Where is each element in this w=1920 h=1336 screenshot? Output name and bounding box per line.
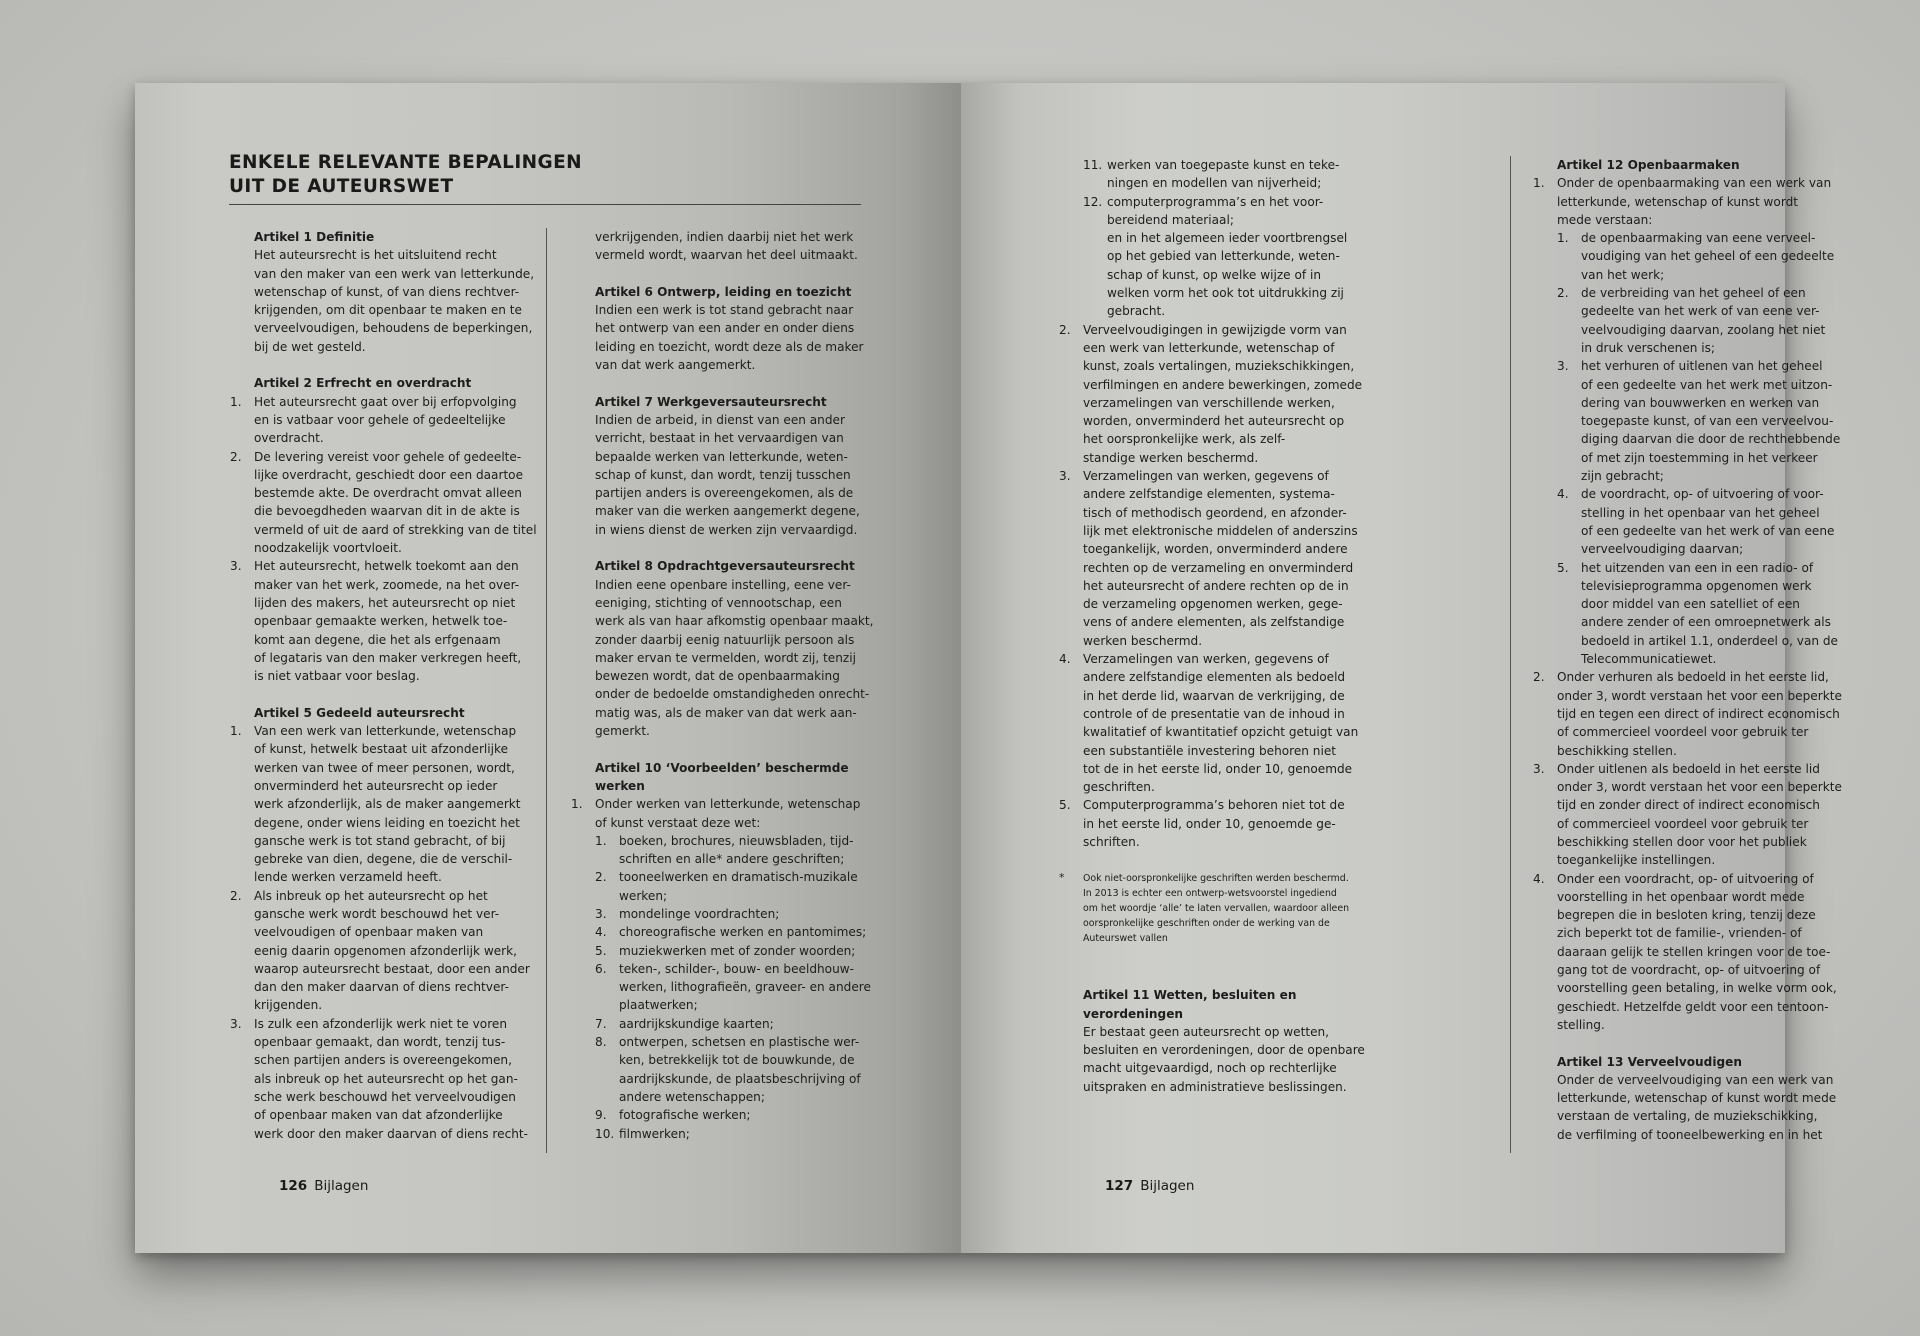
sub-list-item <box>595 942 895 960</box>
item-number: 3. <box>230 559 242 574</box>
sub-item-number: 7. <box>595 1016 607 1031</box>
sub-item-text: werken van toegepaste kunst en teke- ningen en modellen van nijverheid; <box>1107 158 1340 191</box>
article-body: verkrijgenden, indien daarbij niet het werk vermeld wordt, waarvan het deel uitmaakt. <box>595 230 858 263</box>
sub-item-number: 3. <box>595 906 607 921</box>
list-item <box>1533 668 1857 759</box>
sub-item-text: tooneelwerken en dramatisch-muzikale werken; <box>619 870 858 903</box>
item-text: Onder uitlenen als bedoeld in het eerste lid onder 3, wordt verstaan het voor een beperkte tijd en zonder direct of indirect economisch of commercieel voordeel voor gebruik ter beschikking stellen door voor het publiek toegankelijke instellingen. <box>1557 761 1842 868</box>
sub-item-text: de verbreiding van het geheel of een gedeelte van het werk of van eene ver- veelvoudiging daarvan, zoolang het niet in druk verschenen is; <box>1581 286 1826 355</box>
left-column-1 <box>230 228 554 1143</box>
article-body: Indien een werk is tot stand gebracht naar het ontwerp van een ander en onder diens leiding en toezicht, wordt deze als de maker van dat werk aangemerkt. <box>595 303 864 373</box>
item-text: Als inbreuk op het auteursrecht op het gansche werk wordt beschouwd het ver- veelvoudigen of openbaar maken van eenig daarin opgenomen afzonderlijk werk, waarop auteursrecht bestaat, door een ander dan den maker daarvan of diens rechtver- krijgenden. <box>254 888 530 1013</box>
article-title: Artikel 7 Werkgeversauteursrecht <box>595 394 827 409</box>
item-text: Het auteursrecht, hetwelk toekomt aan den maker van het werk, zoomede, na het over- lijden des makers, het auteursrecht op niet openbaar gemaakte werken, hetwelk toe- komt aan degene, die het als erfgenaam of legataris van den maker verkregen heeft, is niet vatbaar voor beslag. <box>254 559 522 684</box>
item-number: 4. <box>1533 871 1545 886</box>
item-text: Onder verhuren als bedoeld in het eerste lid, onder 3, wordt verstaan het voor een beperkte tijd en tegen een direct of indirect economisch of commercieel voordeel voor gebruik ter beschikking stellen. <box>1557 670 1842 758</box>
sub-list-item <box>595 905 895 923</box>
sub-item-number: 1. <box>595 833 607 848</box>
item-text: Verzamelingen van werken, gegevens of andere zelfstandige elementen als bedoeld in het derde lid, waarvan de verkrijging, de controle of de presentatie van de inhoud in kwalitatief of kwantitatief opzicht getuigt van een substantiële investering behoren niet tot de in het eerste lid, onder 10, genoemde geschriften. <box>1083 652 1359 795</box>
item-number: 3. <box>1059 469 1071 484</box>
sub-item-number: 10. <box>595 1126 615 1141</box>
article-title: Artikel 2 Erfrecht en overdracht <box>254 376 472 391</box>
sub-list-item <box>1557 357 1857 485</box>
item-text: Onder een voordracht, op- of uitvoering of voorstelling in het openbaar wordt mede begrepen die in besloten kring, tenzij deze zich beperkt tot de familie-, vrienden- of daaraan gelijk te stellen kringen voor de toe- gang tot de voordracht, op- of uitvoering of voorstelling geen betaling, in welke vorm ook, geschiedt. Hetzelfde geldt voor een tentoon- stelling. <box>1557 871 1837 1032</box>
article-title: Artikel 5 Gedeeld auteursrecht <box>254 705 465 720</box>
sub-item-number: 4. <box>595 925 607 940</box>
sub-list-item <box>1083 193 1383 321</box>
article <box>1083 986 1383 1096</box>
list-item <box>1059 467 1383 650</box>
list-item <box>1059 321 1383 467</box>
sub-list-item <box>1557 559 1857 669</box>
right-page <box>961 83 1842 1253</box>
sub-item-text: de openbaarmaking van eene verveel- voudiging van het geheel of een gedeelte van het werk; <box>1581 231 1835 282</box>
list-item <box>230 557 554 685</box>
sub-item-text: muziekwerken met of zonder woorden; <box>619 943 856 958</box>
sub-item-text: computerprogramma’s en het voor- bereidend materiaal; en in het algemeen ieder voortbrengsel op het gebied van letterkunde, weten- schap of kunst, op welke wijze of in welken vorm het ook tot uitdrukking zij gebracht. <box>1107 194 1348 319</box>
sub-item-number: 12. <box>1083 194 1103 209</box>
sub-item-text: ontwerpen, schetsen en plastische wer- ken, betrekkelijk tot de bouwkunde, de aardrijkskunde, de plaatsbeschrijving of andere wetenschappen; <box>619 1035 861 1104</box>
item-text: Van een werk van letterkunde, wetenschap of kunst, hetwelk bestaat uit afzonderlijke werken van twee of meer personen, wordt, onverminderd het auteursrecht op ieder werk afzonderlijk, als de maker aangemerkt degene, onder wiens leiding en toezicht het gansche werk is tot stand gebracht, of bij gebreke van dien, degene, die de verschil- lende werken verzameld heeft. <box>254 724 521 885</box>
sub-item-number: 6. <box>595 961 607 976</box>
list-item <box>230 393 554 448</box>
page-heading: ENKELE RELEVANTE BEPALINGEN UIT DE AUTEURSWET <box>229 152 583 197</box>
section-name: Bijlagen <box>1140 1178 1195 1194</box>
article <box>595 228 895 265</box>
sub-item-number: 9. <box>595 1108 607 1123</box>
item-text: De levering vereist voor gehele of gedeelte- lijke overdracht, geschiedt door een daartoe bestemde akte. De overdracht omvat alleen die bevoegdheden waarvan dit in de akte is vermeld of uit de aard of strekking van de titel noodzakelijk voortvloeit. <box>254 449 537 556</box>
footnote <box>1059 871 1383 946</box>
sub-list-item <box>595 1033 895 1106</box>
sub-list-item <box>595 1106 895 1124</box>
item-number: 1. <box>230 724 242 739</box>
sub-item-text: aardrijkskundige kaarten; <box>619 1016 774 1031</box>
right-folio <box>1105 1178 1194 1194</box>
item-text: Onder de openbaarmaking van een werk van letterkunde, wetenschap of kunst wordt mede verstaan: <box>1557 176 1832 227</box>
article-title: Artikel 13 Verveelvoudigen <box>1557 1054 1742 1069</box>
item-number: 2. <box>230 449 242 464</box>
sub-item-text: het uitzenden van een in een radio- of televisieprogramma opgenomen werk door middel van een satelliet of een andere zender of een omroepnetwerk als bedoeld in artikel 1.1, onderdeel o, van de Telecommunicatiewet. <box>1581 560 1838 667</box>
sub-list-item <box>595 1015 895 1033</box>
list-item <box>1059 650 1383 796</box>
item-text: Verveelvoudigingen in gewijzigde vorm van een werk van letterkunde, wetenschap of kunst, zoals vertalingen, muziekschikkingen, verfilmingen en andere bewerkingen, zomede verzamelingen van verschillende werken, worden, onverminderd het auteursrecht op het oorspronkelijke werk, als zelf- standige werken beschermd. <box>1083 322 1363 465</box>
sub-item-number: 2. <box>595 870 607 885</box>
column-divider <box>546 228 547 1153</box>
item-text: Is zulk een afzonderlijk werk niet te voren openbaar gemaakt, dan wordt, tenzij tus- schen partijen anders is overeengekomen, als inbreuk op het auteursrecht op het gan- sche werk beschouwd het verveelvoudigen of openbaar maken van dat afzonderlijke werk door den maker daarvan of diens recht- <box>254 1016 528 1141</box>
sub-list-item <box>595 960 895 1015</box>
sub-item-number: 4. <box>1557 487 1569 502</box>
list-item <box>230 722 554 887</box>
article-title: Artikel 12 Openbaarmaken <box>1557 158 1740 172</box>
article-title: Artikel 8 Opdrachtgeversauteursrecht <box>595 559 855 574</box>
sub-list <box>1557 229 1857 668</box>
column-divider <box>1510 156 1511 1153</box>
sub-item-text: teken-, schilder-, bouw- en beeldhouw- werken, lithografieën, graveer- en andere plaatwerken; <box>619 961 871 1013</box>
sub-list-item <box>595 868 895 905</box>
heading-divider <box>229 204 861 205</box>
sub-list-item <box>595 1125 895 1143</box>
article-body: Er bestaat geen auteursrecht op wetten, besluiten en verordeningen, door de openbare macht uitgevaardigd, noch op rechterlijke uitspraken en administratieve beslissingen. <box>1083 1024 1365 1094</box>
item-number: 3. <box>1533 761 1545 776</box>
left-page <box>135 83 961 1253</box>
item-number: 2. <box>1059 322 1071 337</box>
sub-list-item <box>1557 229 1857 284</box>
item-text: Onder werken van letterkunde, wetenschap of kunst verstaat deze wet: <box>595 797 861 830</box>
article <box>595 283 895 374</box>
footnote-mark: * <box>1059 871 1065 885</box>
sub-item-number: 3. <box>1557 359 1569 374</box>
sub-item-text: filmwerken; <box>619 1126 690 1141</box>
list-item <box>1059 796 1383 851</box>
sub-item-number: 11. <box>1083 158 1103 172</box>
right-column-1 <box>1059 156 1383 1096</box>
article-title: Artikel 6 Ontwerp, leiding en toezicht <box>595 284 852 299</box>
item-number: 2. <box>1533 670 1545 685</box>
page-folio <box>279 1178 368 1194</box>
article-body: Indien de arbeid, in dienst van een ander verricht, bestaat in het vervaardigen van bepaalde werken van letterkunde, weten- schap of kunst, dan wordt, tenzij tusschen partijen anders is overeengekomen, als de maker van die werken aangemerkt degene, in wiens dienst de werken zijn vervaardigd. <box>595 412 860 537</box>
article <box>1557 1053 1857 1144</box>
page-number: 127 <box>1105 1178 1134 1194</box>
item-number: 1. <box>230 394 242 409</box>
item-number: 4. <box>1059 652 1071 667</box>
article <box>571 759 895 1143</box>
item-number: 1. <box>571 797 583 812</box>
sub-item-text: boeken, brochures, nieuwsbladen, tijd- schriften en alle* andere geschriften; <box>619 833 854 867</box>
book-spread <box>135 83 1842 1253</box>
section-name: Bijlagen <box>314 1178 369 1194</box>
sub-list-item <box>1083 156 1383 193</box>
sub-list-item <box>595 923 895 941</box>
sub-item-text: choreografische werken en pantomimes; <box>619 925 867 940</box>
sub-list <box>595 832 895 1143</box>
item-text: Computerprogramma’s behoren niet tot de in het eerste lid, onder 10, genoemde ge- schriften. <box>1083 798 1345 849</box>
list-item <box>1533 760 1857 870</box>
sub-item-number: 2. <box>1557 286 1569 301</box>
article-title: Artikel 11 Wetten, besluiten en verordeningen <box>1083 988 1297 1021</box>
article <box>230 374 554 685</box>
article <box>1059 156 1383 851</box>
sub-list-item <box>595 832 895 869</box>
sub-item-text: het verhuren of uitlenen van het geheel of een gedeelte van het werk met uitzon- dering van bouwwerken en werken van toegepaste kunst, of van een verveelvou- diging daarvan die door de rechthebbende of met zijn toestemming in het verkeer zijn gebracht; <box>1581 359 1841 484</box>
page-number: 126 <box>279 1178 308 1194</box>
article <box>595 557 895 740</box>
article-title: Artikel 10 ‘Voorbeelden’ beschermde werken <box>595 760 849 793</box>
left-column-2 <box>571 228 895 1143</box>
item-number: 1. <box>1533 176 1545 191</box>
article-body: Onder de verveelvoudiging van een werk van letterkunde, wetenschap of kunst wordt mede verstaan de vertaling, de muziekschikking, de verfilming of tooneelbewerking en in het <box>1557 1072 1837 1142</box>
item-number: 5. <box>1059 798 1071 813</box>
sub-item-number: 5. <box>595 943 607 958</box>
sub-item-number: 1. <box>1557 231 1569 246</box>
sub-item-number: 5. <box>1557 560 1569 575</box>
item-number: 2. <box>230 888 242 903</box>
article <box>595 393 895 539</box>
sub-item-text: de voordracht, op- of uitvoering of voor- stelling in het openbaar van het geheel of een gedeelte van het werk of van eene verveelvoudiging daarvan; <box>1581 487 1835 557</box>
article <box>254 228 554 356</box>
sub-list-item <box>1557 284 1857 357</box>
list-item <box>1533 174 1857 668</box>
article <box>230 704 554 1143</box>
article-title: Artikel 1 Definitie <box>254 230 375 244</box>
list-item <box>230 887 554 1015</box>
item-text: Verzamelingen van werken, gegevens of andere zelfstandige elementen, systema- tisch of methodisch geordend, en afzonder- lijk met elektronische middelen of anderszins toegankelijk, worden, onverminderd andere rechten op de verzameling en onverminderd het auteursrecht of andere rechten op de in de verzameling opgenomen werken, gege- vens of andere elementen, als zelfstandige werken beschermd. <box>1083 469 1358 648</box>
list-item <box>571 795 895 1143</box>
list-item <box>230 448 554 558</box>
sub-item-number: 8. <box>595 1035 607 1050</box>
item-number: 3. <box>230 1016 242 1031</box>
right-column-2 <box>1533 156 1857 1144</box>
sub-item-text: fotografische werken; <box>619 1108 751 1123</box>
list-item <box>1533 870 1857 1035</box>
item-text: Het auteursrecht gaat over bij erfopvolging en is vatbaar voor gehele of gedeeltelijke overdracht. <box>254 394 517 446</box>
article-body: Het auteursrecht is het uitsluitend recht van den maker van een werk van letterkunde, wetenschap of kunst, of van diens rechtver- krijgenden, om dit openbaar te maken en te verveelvoudigen, behoudens de beperkingen, bij de wet gesteld. <box>254 248 535 354</box>
footnote-text: Ook niet-oorspronkelijke geschriften werden beschermd. In 2013 is echter een ontwerp-wetsvoorstel ingediend om het woordje ‘alle’ te laten vervallen, waardoor alleen oorspronkelijke geschriften onder de werking van de Auteurswet vallen <box>1083 873 1350 945</box>
sub-list <box>1083 156 1383 321</box>
article-body: Indien eene openbare instelling, eene ver- eeniging, stichting of vennootschap, een werk als van haar afkomstig openbaar maakt, zonder daarbij eenig natuurlijk persoon als maker ervan te vermelden, wordt zij, tenzij bewezen wordt, dat de openbaarmaking onder de bedoelde omstandigheden onrecht- matig was, als de maker van dat werk aan- gemerkt. <box>595 577 874 739</box>
list-item <box>230 1015 554 1143</box>
article <box>1533 156 1857 1034</box>
sub-list-item <box>1557 485 1857 558</box>
sub-item-text: mondelinge voordrachten; <box>619 906 780 921</box>
list-item <box>1083 156 1383 321</box>
